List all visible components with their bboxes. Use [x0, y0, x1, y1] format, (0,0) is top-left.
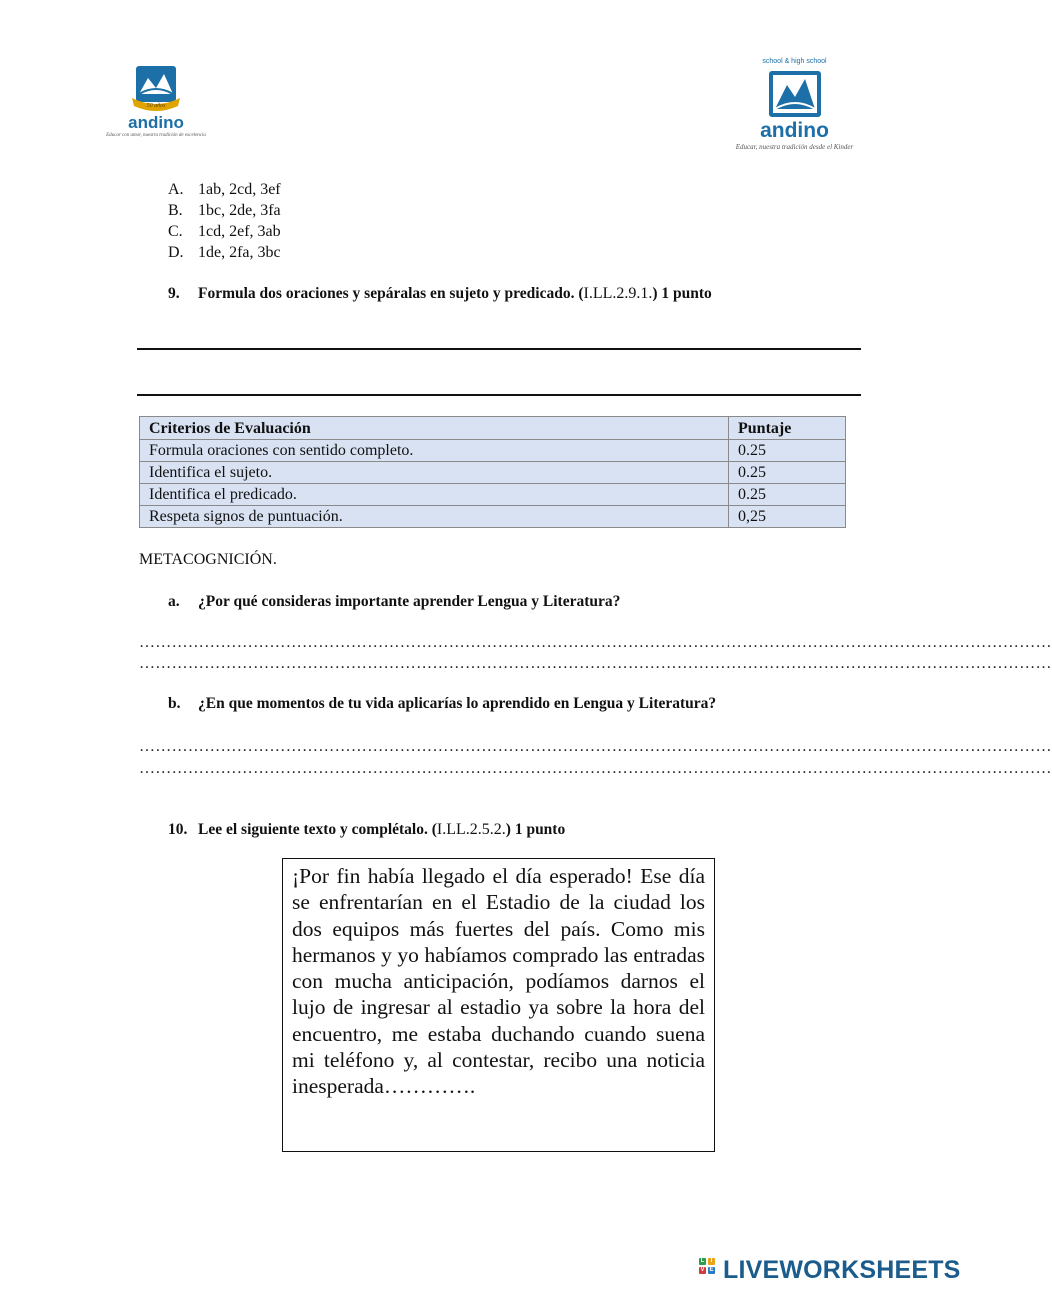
option-c	[168, 222, 281, 242]
logo-left-name: andino	[128, 113, 184, 132]
table-cell: 0,25	[729, 506, 846, 528]
answer-line-2[interactable]	[137, 394, 861, 396]
option-a	[168, 180, 281, 200]
metacognition-title: METACOGNICIÓN.	[139, 551, 277, 568]
option-b	[168, 201, 281, 221]
table-header-row	[140, 417, 846, 440]
question-points: ) 1 punto	[505, 821, 566, 838]
dotted-answer-line[interactable]: ……………………………………………………………………………………………………………………………………………………	[139, 738, 1052, 755]
logo-letter-i: I	[708, 1258, 715, 1265]
option-letter: A.	[168, 181, 184, 198]
story-text-box[interactable]	[282, 858, 715, 1152]
question-text: ¿Por qué consideras importante aprender Lengua y Literatura?	[198, 593, 621, 610]
answer-line-1[interactable]	[137, 348, 861, 350]
criteria-table	[139, 416, 846, 528]
table-header-cell: Puntaje	[729, 417, 846, 440]
school-logo-left	[100, 64, 212, 139]
option-text: 1ab, 2cd, 3ef	[198, 181, 281, 198]
table-row	[140, 462, 846, 484]
question-10	[168, 821, 565, 839]
dotted-answer-line[interactable]: ……………………………………………………………………………………………………………………………………………………	[139, 634, 1052, 651]
meta-question-a	[168, 593, 620, 611]
watermark-text: LIVEWORKSHEETS	[723, 1256, 961, 1284]
option-letter: D.	[168, 244, 184, 261]
skill-code: I.LL.2.9.1.	[583, 285, 653, 302]
table-cell: 0.25	[729, 462, 846, 484]
logo-right-top-text: school & high school	[762, 58, 827, 65]
school-logo-right	[727, 58, 862, 152]
story-text: ¡Por fin había llegado el día esperado! Ese día se enfrentarían en el Estadio de la ciudad los dos equipos más fuertes del país. Como mis hermanos y yo habíamos comprado las entradas con mucha anticipación, podíamos darnos el lujo de ingresar al estadio ya sobre la hora del encuentro, me estaba duchando cuando suena mi teléfono y, al contestar, recibo una noticia inesperada………….	[292, 864, 705, 1099]
question-text: ¿En que momentos de tu vida aplicarías lo aprendido en Lengua y Literatura?	[198, 695, 717, 712]
question-number: 9.	[168, 285, 180, 302]
andino-mountain-icon	[130, 64, 182, 114]
dotted-answer-line[interactable]: ……………………………………………………………………………………………………………………………………………………	[139, 655, 1052, 672]
option-text: 1cd, 2ef, 3ab	[198, 223, 281, 240]
table-row	[140, 506, 846, 528]
question-text: Formula dos oraciones y sepáralas en sujeto y predicado. (	[198, 285, 584, 302]
question-9	[168, 285, 712, 303]
question-number: 10.	[168, 821, 188, 838]
option-text: 1bc, 2de, 3fa	[198, 202, 281, 219]
table-cell: 0.25	[729, 440, 846, 462]
option-d	[168, 243, 281, 263]
option-letter: C.	[168, 223, 183, 240]
table-cell: Respeta signos de puntuación.	[140, 506, 729, 528]
table-header-cell: Criterios de Evaluación	[140, 417, 729, 440]
table-cell: Formula oraciones con sentido completo.	[140, 440, 729, 462]
table-row	[140, 484, 846, 506]
question-points: ) 1 punto	[652, 285, 712, 302]
option-text: 1de, 2fa, 3bc	[198, 244, 281, 261]
option-letter: B.	[168, 202, 183, 219]
logo-left-tagline: Educar con amor, nuestra tradición de excelencia	[106, 133, 206, 138]
table-cell: 0.25	[729, 484, 846, 506]
table-cell: Identifica el predicado.	[140, 484, 729, 506]
dotted-answer-line[interactable]: ……………………………………………………………………………………………………………………………………………………	[139, 760, 1052, 777]
logo-right-name: andino	[760, 119, 829, 142]
table-row	[140, 440, 846, 462]
logo-letter-e: E	[709, 1267, 714, 1273]
logo-letter-l: L	[700, 1258, 705, 1264]
andino-mountain-icon	[765, 69, 825, 119]
question-text: Lee el siguiente texto y complétalo. (	[198, 821, 437, 838]
anniversary-badge: 50 años	[146, 103, 166, 109]
question-letter: b.	[168, 695, 181, 712]
logo-letter-v: V	[700, 1267, 705, 1273]
table-cell: Identifica el sujeto.	[140, 462, 729, 484]
question-letter: a.	[168, 593, 180, 610]
meta-question-b	[168, 695, 716, 713]
logo-right-tagline: Educar, nuestra tradición desde el Kinder	[735, 143, 854, 151]
skill-code: I.LL.2.5.2.	[436, 821, 506, 838]
